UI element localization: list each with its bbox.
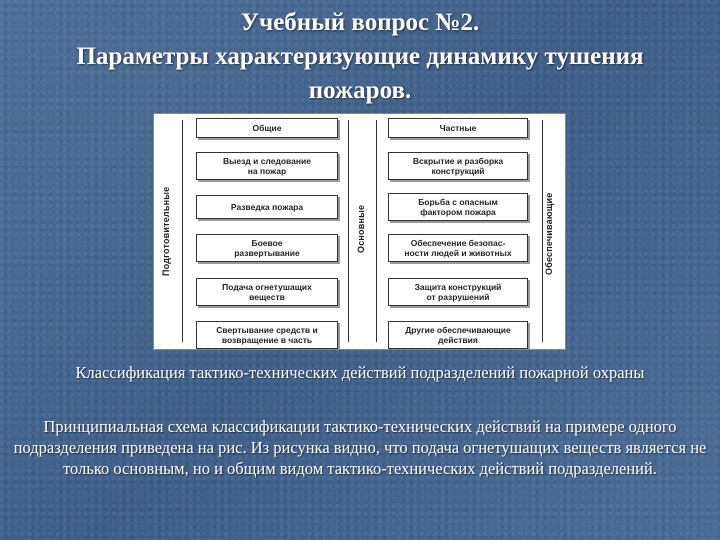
label-supporting: Обеспечивающие <box>544 192 554 276</box>
slide-title <box>0 6 720 108</box>
label-preparatory: Подготовительные <box>161 186 171 276</box>
body-paragraph: Принципиальная схема классификации тактико-технических действий на примере одного подразделения приведена на рис. Из рисунка видно, что подача огнетушащих веществ является не только основным, но и общим видом тактико-технических действий подразделений. <box>13 417 707 478</box>
center-connector-line-right <box>376 120 377 342</box>
box-reconnaissance: Разведка пожара <box>196 195 338 219</box>
box-hazard-fighting: Борьба с опасным фактором пожара <box>388 193 528 221</box>
box-opening: Вскрытие и разборка конструкций <box>388 152 528 180</box>
title-line-3: пожаров. <box>308 77 412 104</box>
label-main: Основные <box>356 204 366 254</box>
box-particular: Частные <box>388 118 528 138</box>
left-connector-line <box>182 120 183 342</box>
box-safety: Обеспечение безопас- ности людей и животных <box>388 234 528 262</box>
box-return: Свертывание средств и возвращение в часть <box>196 321 338 349</box>
box-general: Общие <box>196 118 338 138</box>
box-departure: Выезд и следование на пожар <box>196 152 338 180</box>
box-agent-supply: Подача огнетушащих веществ <box>196 278 338 306</box>
box-deployment: Боевое развертывание <box>196 234 338 262</box>
classification-diagram <box>153 113 566 350</box>
box-other-support: Другие обеспечивающие действия <box>388 321 528 349</box>
box-structure-protection: Защита конструкций от разрушений <box>388 278 528 306</box>
title-line-2: Параметры характеризующие динамику тушения <box>76 43 644 70</box>
center-connector-line-left <box>348 120 349 342</box>
right-connector-line <box>542 120 543 342</box>
figure-caption: Классификация тактико-технических действий подразделений пожарной охраны <box>75 363 645 382</box>
title-line-1: Учебный вопрос №2. <box>240 9 480 36</box>
